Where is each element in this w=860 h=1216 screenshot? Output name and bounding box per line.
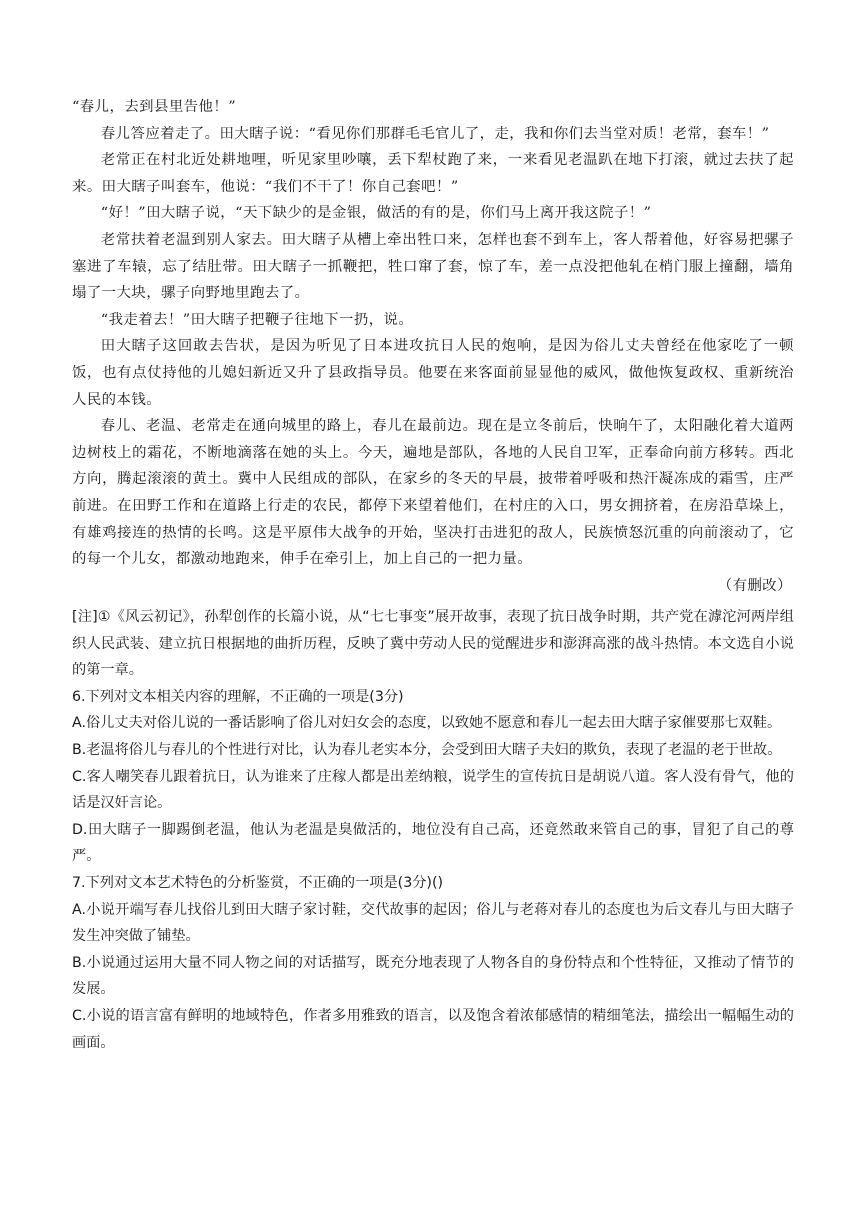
story-paragraph: 老常扶着老温到别人家去。田大瞎子从槽上牵出牲口来，怎样也套不到车上，客人帮着他，好容易把骡子塞进了车辕，忘了结肚带。田大瞎子一抓鞭把，牲口窜了套，惊了车，差一点没把他轧在梢门服上撞翻，墙角塌了一大块，骡子向野地里跑去了。 bbox=[72, 231, 794, 302]
question-7-option-c: C.小说的语言富有鲜明的地域特色，作者多用雅致的语言，以及饱含着浓郁感情的精细笔法，描绘出一幅幅生动的画面。 bbox=[72, 1007, 794, 1051]
question-6-option-d: D.田大瞎子一脚踢倒老温，他认为老温是臭做活的，地位没有自己高，还竟然敢来管自己的事，冒犯了自己的尊严。 bbox=[72, 821, 794, 865]
story-paragraph: 老常正在村北近处耕地哩，听见家里吵嚷，丢下犁杖跑了来，一来看见老温趴在地下打滚，就过去扶了起来。田大瞎子叫套车，他说：“我们不干了！你自己套吧！” bbox=[72, 152, 794, 195]
story-paragraph: 春儿、老温、老常走在通向城里的路上，春儿在最前边。现在是立冬前后，快晌午了，太阳融化着大道两边树枝上的霜花，不断地滴落在她的头上。今天，遍地是部队，各地的人民自卫军，正奉命向前方移转。西北方向，腾起滚滚的黄土。冀中人民组成的部队，在家乡的冬天的早晨，披带着呼吸和热汗凝冻成的霜雪，庄严前进。在田野工作和在道路上行走的农民，都停下来望着他们，在村庄的入口，男女拥挤着，在房沿草垛上，有雄鸡接连的热情的长鸣。这是平原伟大战争的开始，坚决打击进犯的敌人，民族愤怒沉重的向前滚动了，它的每一个儿女，都激动地跑来，伸手在牵引上，加上自己的一把力量。 bbox=[72, 418, 794, 568]
question-7-option-b: B.小说通过运用大量不同人物之间的对话描写，既充分地表现了人物各自的身份特点和个性特征，又推动了情节的发展。 bbox=[72, 954, 794, 998]
story-paragraph: “我走着去！”田大瞎子把鞭子往地下一扔，说。 bbox=[100, 311, 414, 328]
question-6-stem: 6.下列对文本相关内容的理解，不正确的一项是(3分) bbox=[72, 688, 404, 705]
story-paragraph: “好！”田大瞎子说，“天下缺少的是金银，做活的有的是，你们马上离开我这院子！” bbox=[100, 205, 652, 222]
annotation-note: [注]①《风云初记》，孙犁创作的长篇小说，从“七七事变”展开故事，表现了抗日战争时期，共产党在滹沱河两岸组织人民武装、建立抗日根据地的曲折历程，反映了冀中劳动人民的觉醒进步和澎湃高涨的战斗热情。本文选自小说的第一章。 bbox=[72, 609, 794, 679]
question-6-option-b: B.老温将俗儿与春儿的个性进行对比，认为春儿老实本分，会受到田大瞎子夫妇的欺负，表现了老温的老于世故。 bbox=[72, 741, 782, 758]
story-paragraph: “春儿，去到县里告他！” bbox=[72, 99, 237, 115]
question-7-option-a: A.小说开端写春儿找俗儿到田大瞎子家讨鞋，交代故事的起因；俗儿与老蒋对春儿的态度也为后文春儿与田大瞎子发生冲突做了铺垫。 bbox=[72, 901, 794, 945]
question-7-stem: 7.下列对文本艺术特色的分析鉴赏，不正确的一项是(3分)() bbox=[72, 874, 444, 891]
story-excerpt bbox=[72, 94, 794, 599]
story-paragraph: 春儿答应着走了。田大瞎子说：“看见你们那群毛毛官儿了，走，我和你们去当堂对质！老常，套车！” bbox=[100, 125, 770, 142]
question-6-option-c: C.客人嘲笑春儿跟着抗日，认为谁来了庄稼人都是出差纳粮，说学生的宣传抗日是胡说八道。客人没有骨气，他的话是汉奸言论。 bbox=[72, 768, 794, 812]
questions-section bbox=[72, 604, 794, 1056]
story-paragraph: 田大瞎子这回敢去告状，是因为听见了日本进攻抗日人民的炮响，是因为俗儿丈夫曾经在他家吃了一顿饭，也有点仗持他的儿媳妇新近又升了县政指导员。他要在来客面前显显他的威风，做他恢复政权、重新统治人民的本钱。 bbox=[72, 338, 794, 408]
source-note: （有删改） bbox=[717, 577, 792, 594]
question-6-option-a: A.俗儿丈夫对俗儿说的一番话影响了俗儿对妇女会的态度，以致她不愿意和春儿一起去田大瞎子家催要那七双鞋。 bbox=[72, 715, 782, 732]
